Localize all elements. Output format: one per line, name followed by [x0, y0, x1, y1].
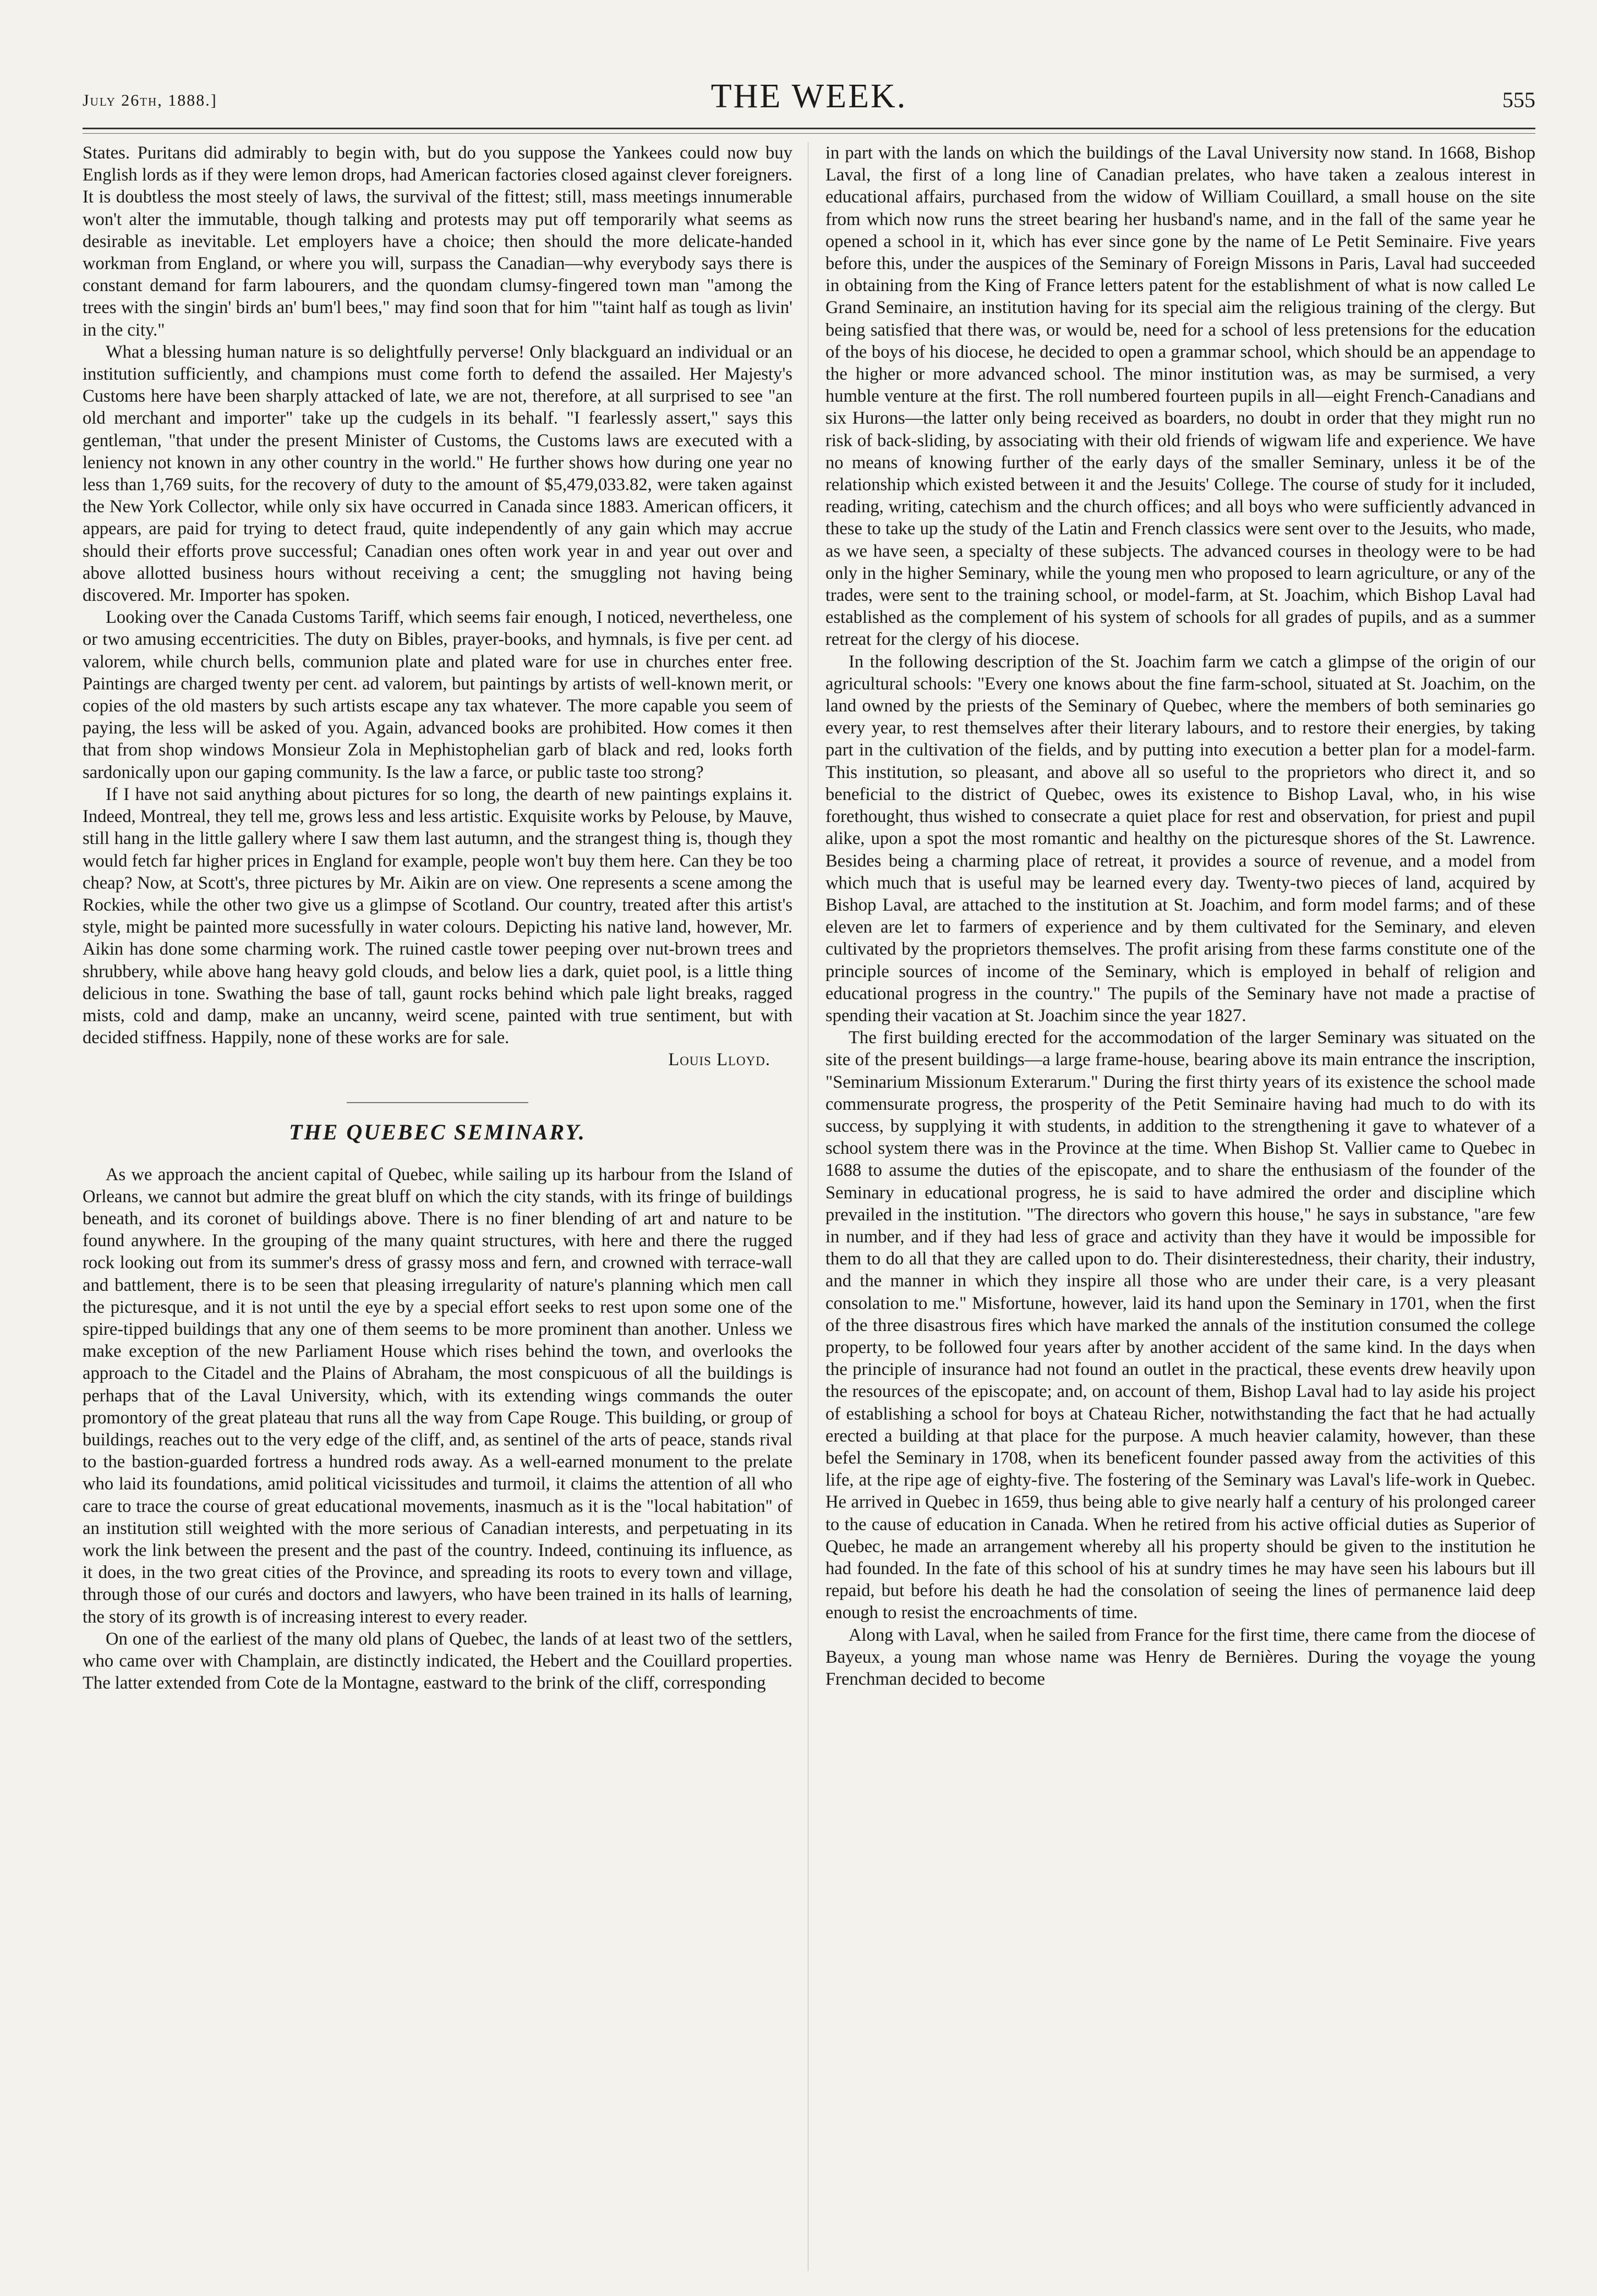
paragraph: Along with Laval, when he sailed from France for the first time, there came from the diocese of Bayeux, a young man whose name was Henry de Bernières. During the voyage the young Frenchman decided to become [825, 1625, 1535, 1690]
paragraph: If I have not said anything about pictures for so long, the dearth of new paintings explains it. Indeed, Montreal, they tell me, grows less and less artistic. Exquisite works by Pelouse, by Mauve, still hang in the little gallery where I saw them last autumn, and the strangest thing is, though they would fetch far higher prices in England for example, people won't buy them here. Can they be too cheap? Now, at Scott's, three pictures by Mr. Aikin are on view. One represents a scene among the Rockies, while the other two give us a glimpse of Scotland. Our country, treated after this artist's style, might be painted more sucessfully in water colours. Depicting his native land, however, Mr. Aikin has done some charming work. The ruined castle tower peeping over nut-brown trees and shrubbery, while above hang heavy gold clouds, and below lies a dark, quiet pool, is a little thing delicious in tone. Swathing the base of tall, gaunt rocks behind which pale light breaks, ragged mists, cold and damp, make an uncanny, weird scene, painted with true sentiment, but with decided stiffness. Happily, none of these works are for sale. [83, 784, 792, 1048]
paragraph: As we approach the ancient capital of Quebec, while sailing up its harbour from the Island of Orleans, we cannot but admire the great bluff on which the city stands, with its fringe of buildings beneath, and its coronet of buildings above. There is no finer blending of art and nature to be found anywhere. In the grouping of the many quaint structures, with here and there the rugged rock looking out from its summer's dress of grassy moss and fern, and crowned with terrace-wall and battlement, there is to be seen that pleasing irregularity of nature's planning which men call the picturesque, and it is not until the eye by a special effort seeks to rest upon some one of the spire-tipped buildings that any one of them seems to be more prominent than another. Unless we make exception of the new Parliament House which rises behind the town, and overlooks the approach to the Citadel and the Plains of Abraham, the most conspicuous of all the buildings is perhaps that of the Laval University, which, with its extending wings commands the outer promontory of the great plateau that runs all the way from Cape Rouge. This building, or group of buildings, reaches out to the very edge of the cliff, and, as sentinel of the arts of peace, stands rival to the bastion-guarded fortress a hundred rods away. As a well-earned monument to the prelate who laid its foundations, amid political vicissitudes and turmoil, it claims the attention of all who care to trace the course of great educational movements, inasmuch as it is the "local habitation" of an institution still weighted with the more serious of Canadian interests, and perpetuating in its work the link between the present and the past of the country. Indeed, continuing its influence, as it does, in the two great cities of the Province, and spreading its roots to every town and village, through those of our curés and doctors and lawyers, who have been trained in its halls of learning, the story of its growth is of increasing interest to every reader. [83, 1164, 792, 1627]
paragraph: In the following description of the St. Joachim farm we catch a glimpse of the origin of our agricultural schools: "Every one knows about the fine farm-school, situated at St. Joachim, on the land owned by the priests of the Seminary of Quebec, where the members of both seminaries go every year, to rest themselves after their literary labours, and to restore their energies, by taking part in the cultivation of the fields, and by putting into execution a better plan for a model-farm. This institution, so pleasant, and above all so useful to the proprietors who direct it, and so beneficial to the district of Quebec, owes its existence to Bishop Laval, who, in his wise forethought, thus wished to consecrate a quiet place for rest and observation, for priest and pupil alike, upon a spot the most romantic and healthy on the picturesque shores of the St. Lawrence. Besides being a charming place of retreat, it provides a source of revenue, and a model from which much that is useful may be learned every day. Twenty-two pieces of land, acquired by Bishop Laval, are attached to the institution at St. Joachim, and form model farms; and of these eleven are let to farmers of experience and by them cultivated for the Seminary, and eleven cultivated by the proprietors themselves. The profit arising from these farms constitute one of the principle sources of income of the Seminary, which is employed in behalf of religion and educational progress in the country." The pupils of the Seminary have not made a practise of spending their vacation at St. Joachim since the year 1827. [825, 651, 1535, 1026]
paragraph: States. Puritans did admirably to begin with, but do you suppose the Yankees could now buy English lords as if they were lemon drops, had American factories closed against clever foreigners. It is doubtless the most steely of laws, the survival of the fittest; still, mass meetings innumerable won't alter the immutable, though talking and protests may put off temporarily what seems as desirable as inevitable. Let employers have a choice; then should the more delicate-handed workman from England, or where you will, surpass the Canadian—why everybody says there is constant demand for farm labourers, and the quondam clumsy-fingered town man "among the trees with the singin' birds an' bum'l bees," may find soon that for him "'taint half as tough as livin' in the city." [83, 143, 792, 340]
author-signature: Louis Lloyd. [668, 1050, 770, 1070]
right-column [825, 142, 1535, 2271]
paragraph: Looking over the Canada Customs Tariff, which seems fair enough, I noticed, nevertheless, one or two amusing eccentricities. The duty on Bibles, prayer-books, and hymnals, is five per cent. ad valorem, while church bells, communion plate and plated ware for use in churches enter free. Paintings are charged twenty per cent. ad valorem, but paintings by artists of well-known merit, or copies of the old masters by such artists escape any tax whatever. The more capable you seem of paying, the less will be asked of you. Again, advanced books are prohibited. How comes it then that from shop windows Monsieur Zola in Mephistophelian garb of black and red, looks forth sardonically upon our gaping community. Is the law a farce, or public taste too strong? [83, 607, 792, 782]
header-rule-thin [83, 133, 1535, 134]
left-column [83, 142, 792, 2271]
issue-date: July 26th, 1888.] [83, 91, 217, 109]
paragraph: What a blessing human nature is so delightfully perverse! Only blackguard an individual or an institution sufficiently, and champions must come forth to defend the assailed. Her Majesty's Customs here have been sharply attacked of late, we are not, therefore, at all surprised to see "an old merchant and importer" take up the cudgels in its behalf. "I fearlessly assert," says this gentleman, "that under the present Minister of Customs, the Customs laws are executed with a leniency not known in any other country in the world." He further shows how during one year no less than 1,769 suits, for the recovery of duty to the amount of $5,479,033.82, were taken against the New York Collector, while only six have occurred in Canada since 1883. American officers, it appears, are paid for trying to detect fraud, quite independently of any gain which may accrue should their efforts prove successful; Canadian ones often work year in and year out over and above allotted business hours without receiving a cent; the smuggling not having being discovered. Mr. Importer has spoken. [83, 342, 792, 606]
header-rule [83, 128, 1535, 129]
page-number: 555 [1502, 87, 1535, 112]
article-title: THE QUEBEC SEMINARY. [289, 1119, 586, 1144]
page-header [83, 70, 1535, 131]
masthead-title: THE WEEK. [710, 78, 907, 115]
paragraph: The first building erected for the accommodation of the larger Seminary was situated on the site of the present buildings—a large frame-house, bearing above its main entrance the inscription, "Seminarium Missionum Exterarum." During the first thirty years of its existence the school made commensurate progress, the prosperity of the Petit Seminaire having had much to do with its success, by supplying it with students, in addition to the strengthening it gave to whatever of a school system there was in the Province at the time. When Bishop St. Vallier came to Quebec in 1688 to assume the duties of the episcopate, and to share the enthusiasm of the founder of the Seminary in educational progress, he is said to have admired the order and discipline which prevailed in the institution. "The directors who govern this house," he says in substance, "are few in number, and if they had less of grace and activity than they have it would be impossible for them to do all that they are called upon to do. Their disinterestedness, their charity, their industry, and the manner in which they inspire all those who are under their care, is a very pleasant consolation to me." Misfortune, however, laid its hand upon the Seminary in 1701, when the first of the three disastrous fires which have marked the annals of the institution consumed the college property, to be followed four years after by another accident of the same kind. In the days when the principle of insurance had not found an outlet in the practical, these events drew heavily upon the resources of the episcopate; and, on account of them, Bishop Laval had to lay aside his project of establishing a school for boys at Chateau Richer, notwithstanding the fact that he had actually erected a building at that place for the purpose. A much heavier calamity, however, than these befel the Seminary in 1708, when its beneficent founder passed away from the activities of this life, at the ripe age of eighty-five. The fostering of the Seminary was Laval's life-work in Quebec. He arrived in Quebec in 1659, thus being able to give nearly half a century of his prolonged career to the cause of education in Canada. When he retired from his active official duties as Superior of Quebec, he made an arrangement whereby all his property should be given to the institution he had founded. In the fate of this school of his at sundry times he may have seen his labours but ill repaid, but before his death he had the consolation of seeing the lines of permanence laid deep enough to resist the encroachments of time. [825, 1028, 1535, 1623]
paragraph: On one of the earliest of the many old plans of Quebec, the lands of at least two of the settlers, who came over with Champlain, are distinctly indicated, the Hebert and the Couillard properties. The latter extended from Cote de la Montagne, eastward to the brink of the cliff, corresponding [83, 1629, 792, 1694]
section-divider [347, 1102, 528, 1103]
paragraph: in part with the lands on which the buildings of the Laval University now stand. In 1668, Bishop Laval, the first of a long line of Canadian prelates, who have taken a zealous interest in educational affairs, purchased from the widow of William Couillard, a small house on the site from which now runs the street bearing her husband's name, and in the fall of the same year he opened a school in it, which has ever since gone by the name of Le Petit Seminaire. Five years before this, under the auspices of the Seminary of Foreign Missons in Paris, Laval had succeeded in obtaining from the King of France letters patent for the establishment of what is now called Le Grand Seminaire, an institution having for its special aim the religious training of the clergy. But being satisfied that there was, or would be, need for a school of less pretensions for the education of the boys of his diocese, he decided to open a grammar school, which should be an appendage to the higher or more advanced school. The minor institution was, as may be surmised, a very humble venture at the first. The roll numbered fourteen pupils in all—eight French-Canadians and six Hurons—the latter only being received as boarders, no doubt in order that they might run no risk of back-sliding, by associating with their old friends of wigwam life and experience. We have no means of knowing further of the early days of the smaller Seminary, unless it be of the relationship which existed between it and the Jesuits' College. The course of study for it included, reading, writing, catechism and the church offices; and all boys who were sufficiently advanced in these to take up the study of the Latin and French classics were sent over to the Jesuits, who made, as we have seen, a specialty of these subjects. The advanced courses in theology were to be had only in the higher Seminary, while the young men who proposed to learn agriculture, or any of the trades, were sent to the training school, or model-farm, at St. Joachim, which Bishop Laval had established as the complement of his system of schools for all grades of pupils, and as a summer retreat for the clergy of his diocese. [825, 143, 1535, 650]
